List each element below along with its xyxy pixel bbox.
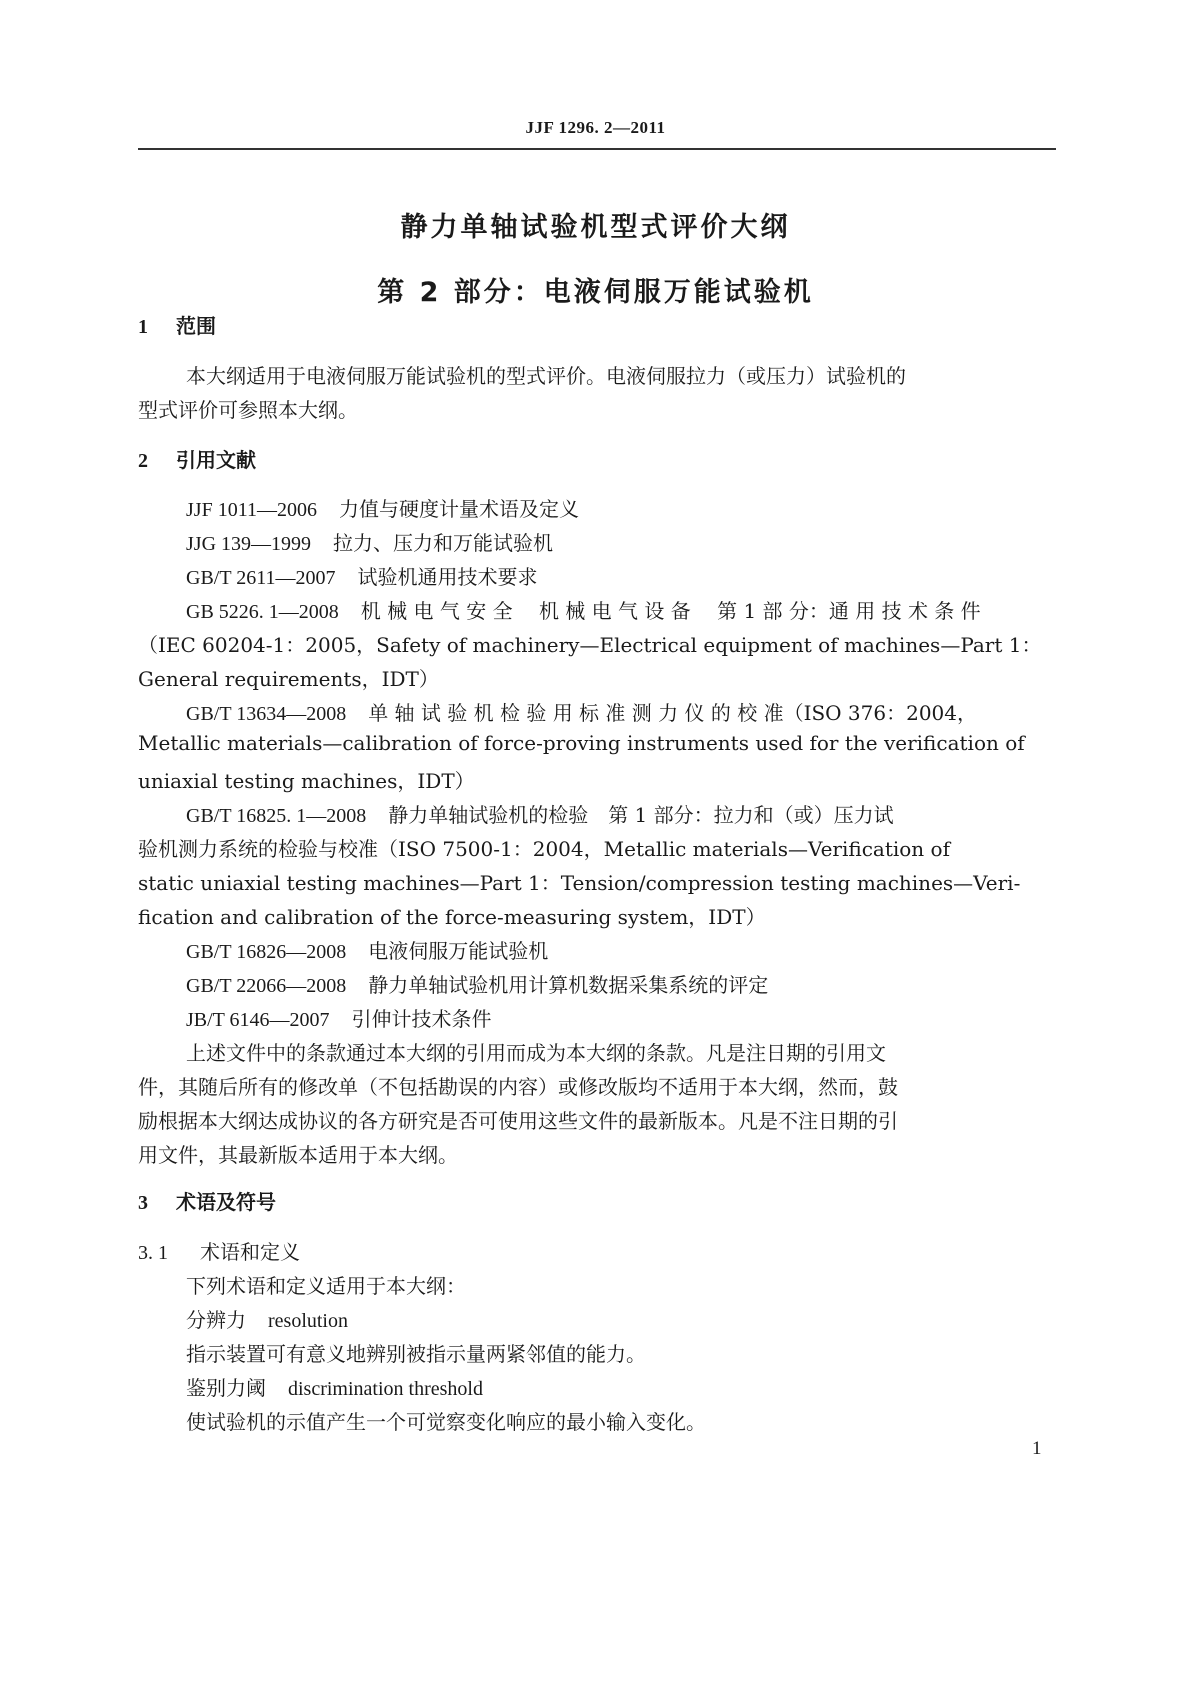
section-number: 3 bbox=[138, 1192, 148, 1214]
reference-note-line: 上述文件中的条款通过本大纲的引用而成为本大纲的条款。凡是注日期的引用文 bbox=[186, 1041, 886, 1065]
reference-continuation: Metallic materials—calibration of force-proving instruments used for the verification of bbox=[138, 731, 1025, 755]
reference-item: GB/T 16826—2008 电液伺服万能试验机 bbox=[186, 939, 549, 963]
section-title: 术语及符号 bbox=[176, 1190, 276, 1214]
section-3-heading bbox=[138, 1186, 276, 1215]
definitions-intro: 下列术语和定义适用于本大纲： bbox=[186, 1274, 466, 1298]
reference-continuation: 验机测力系统的检验与校准（ISO 7500-1：2004，Metallic materials—Verification of bbox=[138, 837, 950, 861]
subsection-number: 3. 1 bbox=[138, 1242, 168, 1264]
document-subtitle: 第 2 部分：电液伺服万能试验机 bbox=[377, 277, 814, 308]
subsection-title: 术语和定义 bbox=[200, 1240, 300, 1264]
reference-continuation: General requirements，IDT） bbox=[138, 667, 439, 691]
term-definition: 使试验机的示值产生一个可觉察变化响应的最小输入变化。 bbox=[186, 1410, 706, 1434]
standard-code-header: JJF 1296. 2—2011 bbox=[525, 118, 666, 137]
reference-item: JB/T 6146—2007 引伸计技术条件 bbox=[186, 1007, 492, 1031]
reference-item: GB/T 16825. 1—2008 静力单轴试验机的检验 第 1 部分：拉力和（或）压力试 bbox=[186, 803, 894, 827]
section-title: 范围 bbox=[176, 314, 216, 338]
section-2-heading bbox=[138, 444, 256, 473]
reference-note-line: 用文件，其最新版本适用于本大纲。 bbox=[138, 1143, 458, 1167]
term-discrimination-threshold: 鉴别力阈 discrimination threshold bbox=[186, 1376, 483, 1400]
reference-item: JJF 1011—2006 力值与硬度计量术语及定义 bbox=[186, 497, 579, 521]
section-title: 引用文献 bbox=[176, 448, 256, 472]
scope-paragraph-line: 型式评价可参照本大纲。 bbox=[138, 398, 358, 422]
section-number: 2 bbox=[138, 450, 148, 472]
reference-continuation: uniaxial testing machines，IDT） bbox=[138, 769, 475, 793]
term-resolution: 分辨力 resolution bbox=[186, 1308, 348, 1332]
reference-note-line: 励根据本大纲达成协议的各方研究是否可使用这些文件的最新版本。凡是不注日期的引 bbox=[138, 1109, 898, 1133]
reference-item: JJG 139—1999 拉力、压力和万能试验机 bbox=[186, 531, 554, 555]
section-1-heading bbox=[138, 310, 216, 339]
reference-continuation: fication and calibration of the force-measuring system，IDT） bbox=[138, 905, 766, 929]
page-number: 1 bbox=[1032, 1438, 1042, 1459]
reference-item: GB/T 22066—2008 静力单轴试验机用计算机数据采集系统的评定 bbox=[186, 973, 769, 997]
header-rule bbox=[138, 148, 1056, 150]
term-definition: 指示装置可有意义地辨别被指示量两紧邻值的能力。 bbox=[186, 1342, 646, 1366]
reference-item: GB/T 2611—2007 试验机通用技术要求 bbox=[186, 565, 538, 589]
reference-item: GB 5226. 1—2008 机 械 电 气 安 全 机 械 电 气 设 备 第 1 部 分：通 用 技 术 条 件 bbox=[186, 599, 981, 623]
scope-paragraph-line: 本大纲适用于电液伺服万能试验机的型式评价。电液伺服拉力（或压力）试验机的 bbox=[186, 364, 906, 388]
reference-continuation: （IEC 60204-1：2005，Safety of machinery—Electrical equipment of machines—Part 1： bbox=[138, 633, 1042, 657]
document-title: 静力单轴试验机型式评价大纲 bbox=[400, 212, 791, 243]
reference-continuation: static uniaxial testing machines—Part 1：Tension/compression testing machines—Veri- bbox=[138, 871, 1021, 895]
reference-item: GB/T 13634—2008 单 轴 试 验 机 检 验 用 标 准 测 力 仪 的 校 准（ISO 376：2004， bbox=[186, 701, 977, 725]
reference-note-line: 件，其随后所有的修改单（不包括勘误的内容）或修改版均不适用于本大纲，然而，鼓 bbox=[138, 1075, 898, 1099]
section-number: 1 bbox=[138, 316, 148, 338]
subsection-3-1-heading bbox=[138, 1236, 300, 1265]
